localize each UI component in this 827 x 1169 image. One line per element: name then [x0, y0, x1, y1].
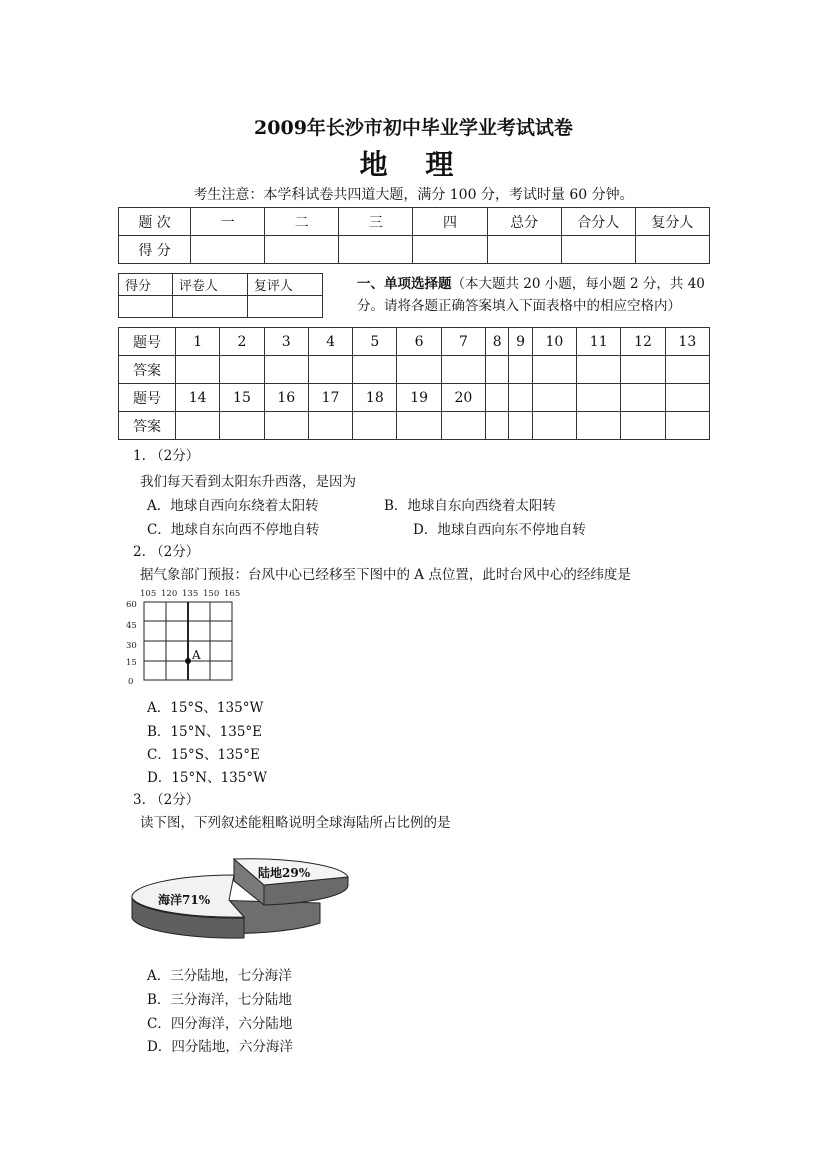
- answer-cell[interactable]: [577, 412, 621, 440]
- question-number-cell: 13: [665, 328, 709, 356]
- question-number-cell: 4: [308, 328, 352, 356]
- question-number-cell: 1: [176, 328, 220, 356]
- answer-cell[interactable]: [397, 412, 441, 440]
- score-header-cell: 一: [191, 208, 265, 236]
- score-cell[interactable]: [487, 236, 561, 264]
- question-number-cell: [577, 384, 621, 412]
- lon-label: 135: [182, 589, 199, 599]
- question-number-cell: 3: [264, 328, 308, 356]
- grader-cell[interactable]: [119, 296, 173, 318]
- lat-label: 45: [126, 621, 137, 631]
- question-number-cell: [665, 384, 709, 412]
- score-header-cell: 三: [339, 208, 413, 236]
- score-header-cell: 二: [265, 208, 339, 236]
- point-a-marker: [185, 658, 191, 664]
- question-number-cell: 18: [353, 384, 397, 412]
- subject-title: 地 理: [359, 148, 468, 181]
- score-header-cell: 四: [413, 208, 487, 236]
- answer-cell[interactable]: [397, 356, 441, 384]
- answer-cell[interactable]: [220, 356, 264, 384]
- q2-option-d[interactable]: D．15°N、135°W: [147, 770, 267, 786]
- q1-stem: 我们每天看到太阳东升西落，是因为: [140, 474, 356, 490]
- grader-cell[interactable]: [247, 296, 322, 318]
- pie-label-ocean: 海洋71%: [158, 893, 211, 907]
- point-a-label: A: [192, 648, 201, 662]
- score-table-header-row: [119, 208, 710, 236]
- q2-option-b[interactable]: B．15°N、135°E: [147, 724, 263, 740]
- lat-label: 60: [126, 600, 137, 610]
- lon-label: 105: [140, 589, 157, 599]
- lat-label: 15: [126, 658, 137, 668]
- q2-option-c[interactable]: C．15°S、135°E: [147, 747, 260, 763]
- grader-cell[interactable]: [172, 296, 247, 318]
- question-number-cell: 10: [532, 328, 576, 356]
- answer-row-label: 题号: [119, 384, 176, 412]
- question-number-cell: 6: [397, 328, 441, 356]
- answer-qnum-row: [119, 328, 710, 356]
- q1-option-c[interactable]: C．地球自东向西不停地自转: [147, 522, 320, 538]
- q3-option-b[interactable]: B．三分海洋，七分陆地: [147, 992, 292, 1008]
- answer-cell[interactable]: [577, 356, 621, 384]
- question-number-cell: 12: [621, 328, 665, 356]
- score-cell[interactable]: [561, 236, 635, 264]
- lat-lon-grid-figure: [124, 585, 244, 690]
- score-table: [118, 207, 710, 264]
- question-number-cell: 5: [353, 328, 397, 356]
- answer-cell[interactable]: [308, 412, 352, 440]
- question-number-cell: 19: [397, 384, 441, 412]
- lon-label: 150: [203, 589, 220, 599]
- score-header-cell: 合分人: [561, 208, 635, 236]
- question-number-cell: 17: [308, 384, 352, 412]
- q3-option-a[interactable]: A．三分陆地，七分海洋: [147, 968, 292, 984]
- answer-table: [118, 327, 710, 440]
- q3-stem: 读下图，下列叙述能粗略说明全球海陆所占比例的是: [140, 815, 451, 831]
- question-number-cell: 20: [441, 384, 485, 412]
- answer-cell[interactable]: [665, 356, 709, 384]
- lat-label: 0: [128, 677, 134, 687]
- lon-label: 165: [224, 589, 241, 599]
- score-header-cell: 总分: [487, 208, 561, 236]
- pie-label-land: 陆地29%: [258, 866, 311, 880]
- q2-number: 2. （2分）: [133, 544, 200, 560]
- q3-option-d[interactable]: D．四分陆地，六分海洋: [147, 1039, 293, 1055]
- answer-cell[interactable]: [220, 412, 264, 440]
- q1-option-b[interactable]: B．地球自东向西绕着太阳转: [384, 498, 556, 514]
- grader-header-score: 得分: [119, 274, 173, 296]
- q2-option-a[interactable]: A．15°S、135°W: [147, 700, 264, 716]
- score-table-score-row: [119, 236, 710, 264]
- answer-qnum-row: [119, 384, 710, 412]
- answer-cell[interactable]: [353, 356, 397, 384]
- question-number-cell: [532, 384, 576, 412]
- question-number-cell: [509, 384, 532, 412]
- section-desc: （本大题共 20 小题，每小题 2 分，共 40 分。请将各题正确答案填入下面表格中的相应空格内）: [357, 276, 705, 314]
- question-number-cell: 8: [486, 328, 509, 356]
- answer-cell[interactable]: [353, 412, 397, 440]
- answer-cell[interactable]: [441, 356, 485, 384]
- answer-cell[interactable]: [486, 412, 509, 440]
- section-heading: [357, 273, 727, 317]
- grader-header-reviewer: 复评人: [247, 274, 322, 296]
- answer-cell[interactable]: [308, 356, 352, 384]
- question-number-cell: 9: [509, 328, 532, 356]
- answer-cell[interactable]: [509, 412, 532, 440]
- score-cell[interactable]: [265, 236, 339, 264]
- question-number-cell: [621, 384, 665, 412]
- question-number-cell: 16: [264, 384, 308, 412]
- score-header-cell: 题 次: [119, 208, 191, 236]
- answer-cell[interactable]: [264, 412, 308, 440]
- question-number-cell: 2: [220, 328, 264, 356]
- section-title: 一、单项选择题: [357, 276, 452, 292]
- answer-row-label: 答案: [119, 412, 176, 440]
- exam-notice: 考生注意：本学科试卷共四道大题，满分 100 分，考试时量 60 分钟。: [193, 187, 634, 203]
- answer-cell[interactable]: [264, 356, 308, 384]
- answer-cell[interactable]: [532, 412, 576, 440]
- answer-cell[interactable]: [621, 356, 665, 384]
- grader-header-grader: 评卷人: [172, 274, 247, 296]
- answer-cell[interactable]: [621, 412, 665, 440]
- ocean-land-pie-chart: [124, 855, 354, 947]
- answer-cell[interactable]: [532, 356, 576, 384]
- answer-row-label: 题号: [119, 328, 176, 356]
- q1-option-d[interactable]: D．地球自西向东不停地自转: [413, 522, 586, 538]
- lat-label: 30: [126, 641, 137, 651]
- q3-option-c[interactable]: C．四分海洋，六分陆地: [147, 1016, 293, 1032]
- score-cell[interactable]: [635, 236, 709, 264]
- answer-cell[interactable]: [176, 356, 220, 384]
- grader-table: [118, 273, 323, 318]
- q2-stem: 据气象部门预报：台风中心已经移至下图中的 A 点位置，此时台风中心的经纬度是: [140, 567, 631, 583]
- score-cell[interactable]: [191, 236, 265, 264]
- answer-cell[interactable]: [509, 356, 532, 384]
- question-number-cell: 15: [220, 384, 264, 412]
- answer-row-label: 答案: [119, 356, 176, 384]
- score-row-label: 得 分: [119, 236, 191, 264]
- answer-row: [119, 412, 710, 440]
- exam-title: 2009年长沙市初中毕业学业考试试卷: [254, 117, 573, 139]
- score-cell[interactable]: [339, 236, 413, 264]
- answer-cell[interactable]: [176, 412, 220, 440]
- answer-cell[interactable]: [665, 412, 709, 440]
- answer-cell[interactable]: [441, 412, 485, 440]
- score-cell[interactable]: [413, 236, 487, 264]
- question-number-cell: 14: [176, 384, 220, 412]
- question-number-cell: 7: [441, 328, 485, 356]
- q1-option-a[interactable]: A．地球自西向东绕着太阳转: [147, 498, 319, 514]
- lon-label: 120: [161, 589, 178, 599]
- score-header-cell: 复分人: [635, 208, 709, 236]
- q1-number: 1. （2分）: [133, 448, 200, 464]
- answer-row: [119, 356, 710, 384]
- question-number-cell: [486, 384, 509, 412]
- q3-number: 3. （2分）: [133, 792, 200, 808]
- question-number-cell: 11: [577, 328, 621, 356]
- grid-lines: [144, 602, 232, 680]
- answer-cell[interactable]: [486, 356, 509, 384]
